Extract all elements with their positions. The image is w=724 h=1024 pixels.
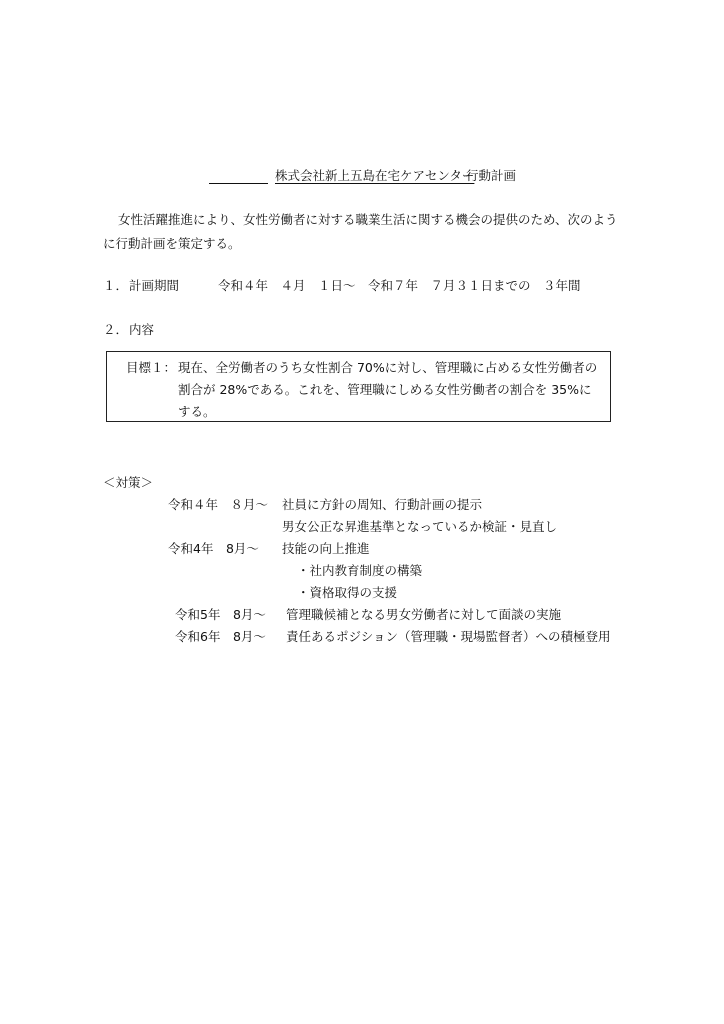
measure-text: 技能の向上推進 <box>282 541 370 556</box>
measure-date: 令和４年 ８月～ <box>168 497 269 512</box>
measure-text: 男女公正な昇進基準となっているか検証・見直し <box>282 519 558 534</box>
intro-line-1: 女性活躍推進により、女性労働者に対する職業生活に関する機会の提供のため、次のよう <box>118 212 618 227</box>
intro-line-2: に行動計画を策定する。 <box>103 236 241 251</box>
section1-number: １． <box>103 278 129 293</box>
section2-label: 内容 <box>129 322 155 337</box>
title-suffix: 行動計画 <box>466 168 517 183</box>
title-company: 株式会社新上五島在宅ケアセンター <box>275 168 475 183</box>
goal-line-1: 現在、全労働者のうち女性割合 70%に対し、管理職に占める女性労働者の <box>178 360 598 375</box>
goal-line-3: する。 <box>178 404 216 419</box>
goal-line-2: 割合が 28%である。これを、管理職にしめる女性労働者の割合を 35%に <box>178 382 592 397</box>
section1-period: 令和４年 ４月 １日～ 令和７年 ７月３１日までの ３年間 <box>218 278 581 293</box>
section2-number: ２． <box>103 322 129 337</box>
section1-label: 計画期間 <box>129 278 180 293</box>
measure-subitem: ・資格取得の支援 <box>297 585 398 600</box>
goal-label: 目標１： <box>126 360 177 375</box>
measure-text: 責任あるポジション（管理職・現場監督者）への積極登用 <box>286 629 611 644</box>
title-underline-blank <box>209 183 268 184</box>
measures-heading: ＜対策＞ <box>103 475 154 490</box>
measure-text: 管理職候補となる男女労働者に対して面談の実施 <box>286 607 562 622</box>
measure-date: 令和5年 8月～ <box>175 607 266 622</box>
measure-text: 社員に方針の周知、行動計画の提示 <box>282 497 483 512</box>
measure-date: 令和6年 8月～ <box>175 629 266 644</box>
measure-date: 令和4年 8月～ <box>168 541 259 556</box>
measure-subitem: ・社内教育制度の構築 <box>297 563 423 578</box>
